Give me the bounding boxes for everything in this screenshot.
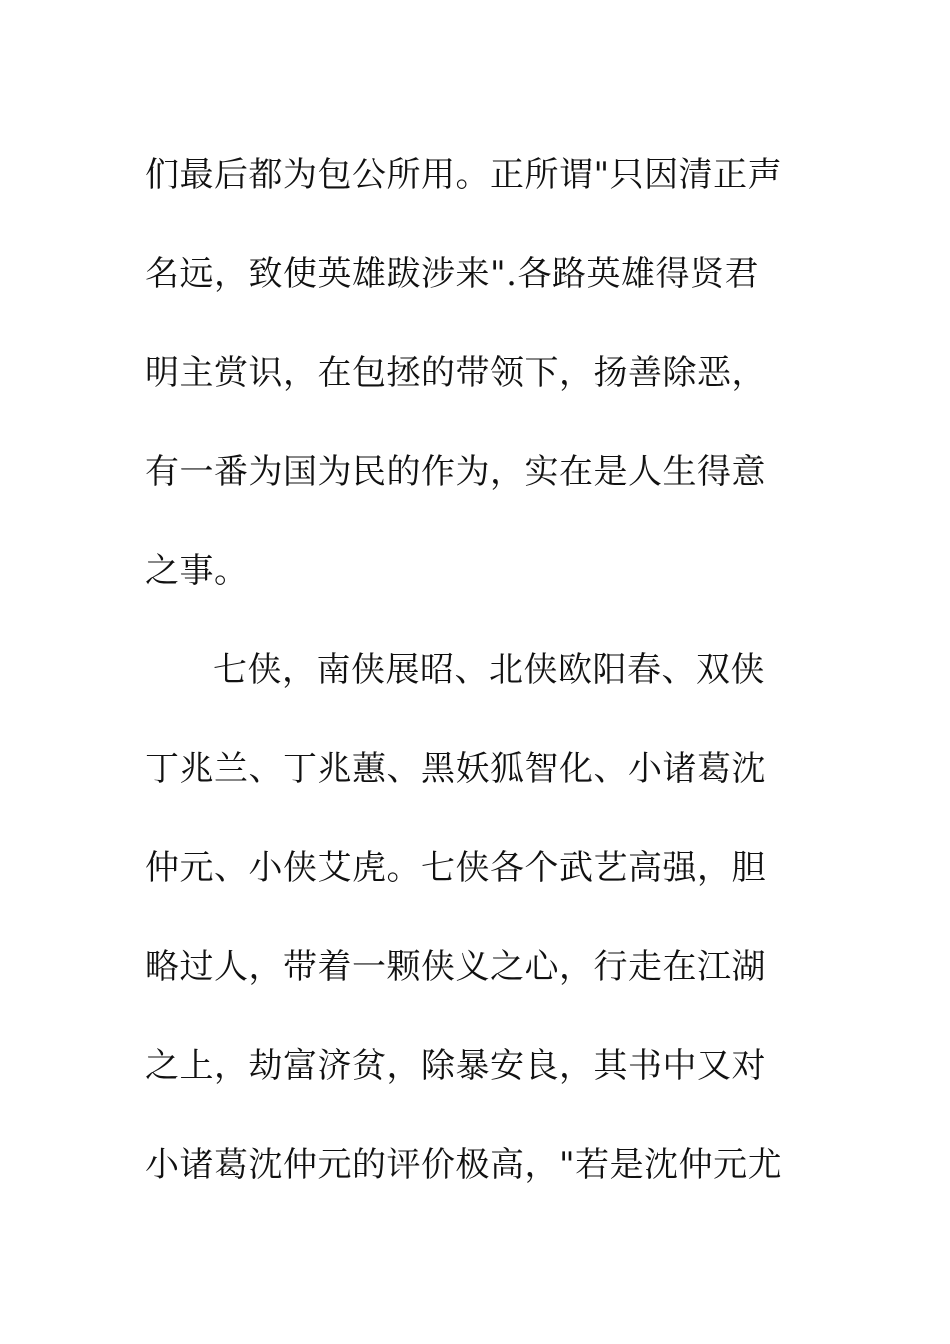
text-line-6: 七侠，南侠展昭、北侠欧阳春、双侠 bbox=[213, 650, 765, 690]
body-text bbox=[145, 126, 805, 1215]
text-line-9: 略过人，带着一颗侠义之心，行走在江湖 bbox=[145, 947, 766, 987]
text-line-3: 明主赏识，在包拯的带领下，扬善除恶， bbox=[145, 353, 766, 393]
text-line-2: 名远，致使英雄跋涉来".各路英雄得贤君 bbox=[145, 254, 759, 294]
text-line-10: 之上，劫富济贫，除暴安良，其书中又对 bbox=[145, 1046, 766, 1086]
text-line-8: 仲元、小侠艾虎。七侠各个武艺高强，胆 bbox=[145, 848, 766, 888]
text-line-1: 们最后都为包公所用。正所谓"只因清正声 bbox=[145, 155, 783, 195]
text-line-5: 之事。 bbox=[145, 551, 249, 591]
text-line-7: 丁兆兰、丁兆蕙、黑妖狐智化、小诸葛沈 bbox=[145, 749, 766, 789]
text-line-4: 有一番为国为民的作为，实在是人生得意 bbox=[145, 452, 766, 492]
text-line-11: 小诸葛沈仲元的评价极高，"若是沈仲元尤 bbox=[145, 1145, 783, 1185]
